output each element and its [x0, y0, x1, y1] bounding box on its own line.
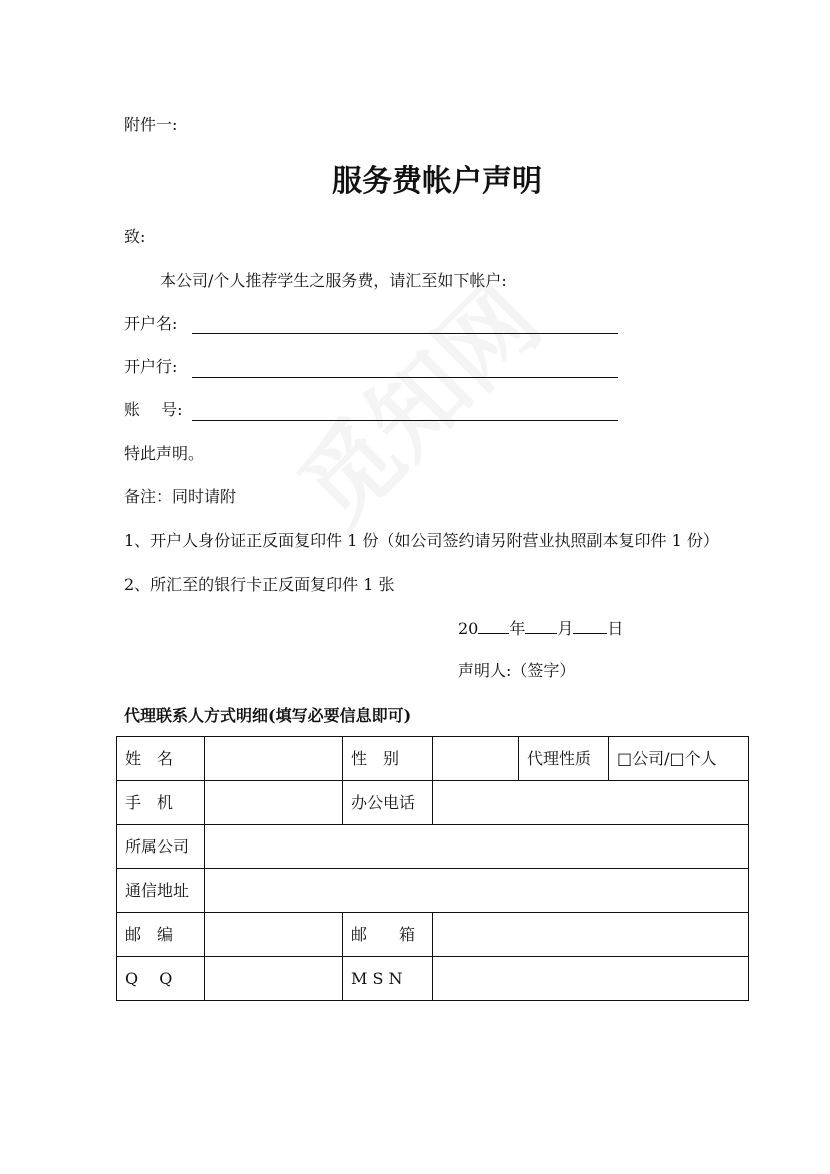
address-value-cell — [205, 869, 749, 913]
mobile-label-cell: 手 机 — [117, 781, 205, 825]
postcode-label-cell: 邮 编 — [117, 913, 205, 957]
name-label-cell: 姓 名 — [117, 737, 205, 781]
office-phone-value-cell — [433, 781, 749, 825]
msn-label-cell: M S N — [343, 957, 433, 1001]
bank-label: 开户行: — [124, 357, 178, 376]
account-number-blank — [192, 420, 618, 421]
gender-label-cell: 性 别 — [343, 737, 433, 781]
postcode-value-cell — [205, 913, 343, 957]
qq-value-cell — [205, 957, 343, 1001]
intro-paragraph: 本公司/个人推荐学生之服务费，请汇至如下帐户: — [160, 271, 507, 290]
declaration-text: 特此声明。 — [124, 444, 205, 463]
date-line — [458, 619, 623, 639]
gender-value-cell — [433, 737, 519, 781]
date-year-blank — [478, 619, 509, 634]
date-day-unit: 日 — [607, 619, 624, 638]
company-value-cell — [205, 825, 749, 869]
remark-text: 备注：同时请附 — [124, 487, 237, 506]
account-name-label: 开户名: — [124, 314, 178, 333]
date-month-blank — [525, 619, 557, 634]
watermark — [279, 264, 562, 547]
table-row — [117, 957, 749, 1001]
table-row — [117, 737, 749, 781]
table-row — [117, 781, 749, 825]
company-label-cell: 所属公司 — [117, 825, 205, 869]
date-day-blank — [573, 619, 607, 634]
attachment-label: 附件一: — [124, 115, 178, 134]
name-value-cell — [205, 737, 343, 781]
contact-table-heading: 代理联系人方式明细(填写必要信息即可) — [124, 706, 412, 725]
note-item-1: 1、开户人身份证正反面复印件 1 份（如公司签约请另附营业执照副本复印件 1 份） — [124, 531, 719, 550]
agent-type-label-cell: 代理性质 — [519, 737, 609, 781]
email-label-cell: 邮 箱 — [343, 913, 433, 957]
account-name-blank — [192, 333, 618, 334]
recipient-label: 致: — [124, 227, 146, 246]
date-year-prefix: 20 — [458, 619, 479, 638]
account-number-label: 账 号: — [124, 400, 183, 419]
mobile-value-cell — [205, 781, 343, 825]
office-phone-label-cell: 办公电话 — [343, 781, 433, 825]
contact-table — [116, 736, 749, 1001]
msn-value-cell — [433, 957, 749, 1001]
declarant-signature-label: 声明人:（签字） — [458, 661, 576, 680]
address-label-cell: 通信地址 — [117, 869, 205, 913]
table-row — [117, 913, 749, 957]
table-row — [117, 825, 749, 869]
email-value-cell — [433, 913, 749, 957]
date-year-unit: 年 — [509, 619, 526, 638]
table-row — [117, 869, 749, 913]
qq-label-cell: Q Q — [117, 957, 205, 1001]
page-title: 服务费帐户声明 — [332, 164, 542, 199]
agent-type-options-cell: □公司/□个人 — [609, 737, 749, 781]
date-month-unit: 月 — [557, 619, 574, 638]
bank-blank — [192, 377, 618, 378]
note-item-2: 2、所汇至的银行卡正反面复印件 1 张 — [124, 575, 395, 594]
